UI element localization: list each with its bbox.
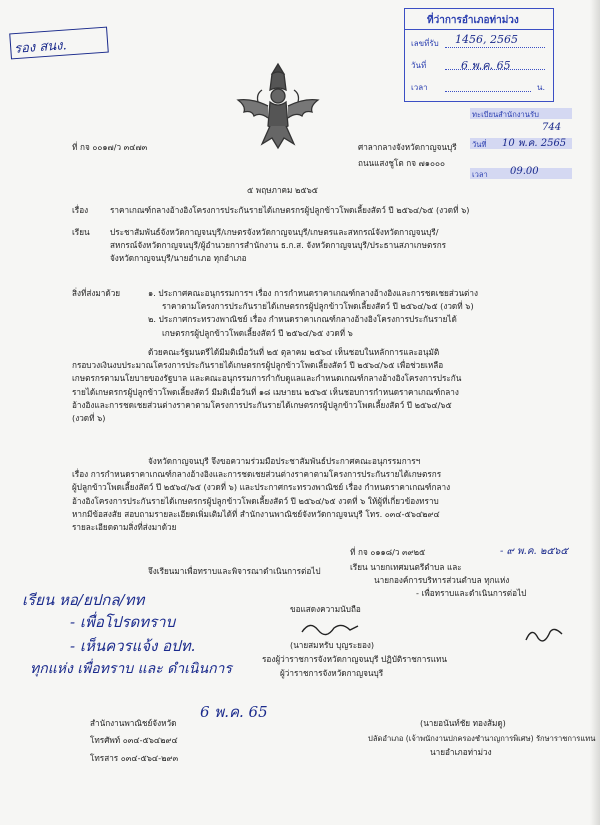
enclosure-line: ๑. ประกาศคณะอนุกรรมการฯ เรื่อง การกำหนดราคาเกณฑ์กลางอ้างอิงและการชดเชยส่วนต่าง [148,288,478,298]
receipt-number-line [445,47,545,48]
corner-handwritten-note: รอง สนง. [13,38,68,57]
sender-office: ศาลากลางจังหวัดกาญจนบุรี [358,142,457,152]
subject-label: เรื่อง [72,205,89,215]
recipient-label: เรียน [72,227,90,237]
footer-fax: โทรสาร ๐๓๔-๕๖๔-๒๙๓ [90,753,179,763]
corner-note-box [9,27,109,60]
closing-line: จึงเรียนมาเพื่อทราบและพิจารณาดำเนินการต่อไป [148,566,321,576]
body-line: กรอบวงเงินงบประมาณโครงการประกันรายได้เกษตรกรผู้ปลูกข้าวโพดเลี้ยงสัตว์ ปี ๒๕๖๔/๖๕ เพื่อช่วยเหลือ [72,360,444,371]
footer-office: สำนักงานพาณิชย์จังหวัด [90,718,177,728]
body-line: เกษตรกรตามนโยบายของรัฐบาล และคณะอนุกรรมการกำกับดูแลและกำหนดเกณฑ์กลางอ้างอิงโครงการประกัน [72,373,462,384]
body-line: ผู้ปลูกข้าวโพดเลี้ยงสัตว์ ปี ๒๕๖๔/๖๕ (งวดที่ ๖) และประกาศกระทรวงพาณิชย์ เรื่อง กำหนดราคาเกณฑ์กลาง [72,482,451,493]
garuda-emblem [232,60,324,152]
stamp-divider [405,29,553,30]
recipient-line: สหกรณ์จังหวัดกาญจนบุรี/ผู้อำนวยการสำนักงาน ธ.ก.ส. จังหวัดกาญจนบุรี/ประธานสภาเกษตรกร [110,240,447,251]
forward-note-line: - เพื่อทราบและดำเนินการต่อไป [416,588,527,599]
signer-name: (นายสมหรับ บุญระยอง) [290,640,375,650]
district-stamp-date: 10 พ.ค. 2565 [502,138,567,149]
recipient-block [110,226,446,266]
recipient-line: จังหวัดกาญจนบุรี/นายอำเภอ ทุกอำเภอ [110,253,247,264]
subject-text: ราคาเกณฑ์กลางอ้างอิงโครงการประกันรายได้เกษตรกรผู้ปลูกข้าวโพดเลี้ยงสัตว์ ปี ๒๕๖๔/๖๕ (งวดที่ ๖) [110,205,470,215]
receipt-time-line [445,91,531,92]
enclosure-line: เกษตรกรผู้ปลูกข้าวโพดเลี้ยงสัตว์ ปี ๒๕๖๔/๖๕ งวดที่ ๖ [162,327,353,338]
body-line: ด้วยคณะรัฐมนตรีได้มีมติเมื่อวันที่ ๒๕ ตุลาคม ๒๕๖๔ เห็นชอบในหลักการและอนุมัติ [148,347,440,357]
receipt-stamp [404,8,554,102]
district-signature-scribble [524,624,564,646]
document-date: ๕ พฤษภาคม ๒๕๖๕ [247,185,319,195]
body-paragraph-1 [72,346,461,425]
enclosures-block [148,287,478,340]
enclosures-label: สิ่งที่ส่งมาด้วย [72,288,121,298]
receipt-date-value: 6 พ.ค. 65 [461,59,511,72]
district-signer-name: (นายอนันท์ชัย ทองส้มดู) [420,718,506,728]
district-receipt-stamp [470,108,572,190]
body-line: เรื่อง การกำหนดราคาเกณฑ์กลางอ้างอิงและการชดเชยส่วนต่างราคาตามโครงการประกันรายได้เกษตรกร [72,469,442,480]
district-signer-title-1: ปลัดอำเภอ (เจ้าพนักงานปกครองชำนาญการพิเศษ) รักษาราชการแทน [368,734,596,743]
district-signer-title-2: นายอำเภอท่าม่วง [430,747,492,757]
body-line: รายละเอียดตามสิ่งที่ส่งมาด้วย [72,522,177,533]
district-stamp-line3: เวลา [472,170,488,179]
signer-title-1: รองผู้ว่าราชการจังหวัดกาญจนบุรี ปฏิบัติราชการแทน [262,654,448,664]
body-paragraph-2 [72,455,450,534]
receipt-number-label: เลขที่รับ [411,39,439,48]
handwritten-note-line4: ทุกแห่ง เพื่อทราบ และ ดำเนินการ [30,661,232,677]
body-line: รายได้เกษตรกรผู้ปลูกข้าวโพดเลี้ยงสัตว์ มีมติเมื่อวันที่ ๑๘ เมษายน ๒๕๖๕ เห็นชอบการกำหนดราคาเกณฑ์กลาง [72,386,459,397]
recipient-line: ประชาสัมพันธ์จังหวัดกาญจนบุรี/เกษตรจังหวัดกาญจนบุรี/เกษตรและสหกรณ์จังหวัดกาญจนบุรี/ [110,227,439,237]
forward-note-date: - ๙ พ.ค. ๒๕๖๕ [500,546,568,557]
body-line: หากมีข้อสงสัย สอบถามรายละเอียดเพิ่มเติมได้ที่ สำนักงานพาณิชย์จังหวัดกาญจนบุรี โทร. ๐๓๔-๕๖๔๒๙๔ [72,508,440,519]
forward-note-block [350,561,526,601]
district-stamp-line1: ทะเบียนสำนักงานรับ [472,110,539,119]
district-stamp-time: 09.00 [510,166,539,177]
forward-note-line: เรียน นายกเทศมนตรีตำบล และ [350,562,462,572]
signature-scribble [300,618,360,638]
handwritten-note-line2: - เพื่อโปรดทราบ [70,613,176,631]
signer-title-2: ผู้ว่าราชการจังหวัดกาญจนบุรี [280,668,384,678]
handwritten-note-line1: เรียน หอ/ยปกล/ทท [22,591,145,609]
handwritten-note-line3: - เห็นควรแจ้ง อปท. [70,637,196,655]
regards-text: ขอแสดงความนับถือ [290,604,361,614]
receipt-time-label: เวลา [411,83,428,92]
body-line: (งวดที่ ๖) [72,413,106,424]
page-edge-shadow [590,0,600,825]
reference-number: ที่ กจ ๐๐๑๗/ว ๓๔๗๓ [72,142,148,152]
receipt-time-suffix: น. [537,83,546,92]
body-line: อ้างอิงและการชดเชยส่วนต่างราคาตามโครงการประกันรายได้เกษตรกรผู้ปลูกข้าวโพดเลี้ยงสัตว์ ปี ๒๕๖๔/๖๕ [72,399,452,410]
footer-phone: โทรศัพท์ ๐๓๔-๕๖๔๒๙๔ [90,735,178,745]
forward-note-line: นายกองค์การบริหารส่วนตำบล ทุกแห่ง [374,575,510,586]
body-line: จังหวัดกาญจนบุรี จึงขอความร่วมมือประชาสัมพันธ์ประกาศคณะอนุกรรมการฯ [148,456,421,466]
receipt-number-value: 1456, 2565 [455,33,518,46]
district-stamp-number: 744 [542,122,562,133]
sender-address: ถนนแสงชูโต กจ ๗๑๐๐๐ [358,158,446,168]
enclosure-line: ๒. ประกาศกระทรวงพาณิชย์ เรื่อง กำหนดราคาเกณฑ์กลางอ้างอิงโครงการประกันรายได้ [148,314,457,325]
handwritten-initials: 6 พ.ค. 65 [200,703,268,721]
receipt-stamp-title: ที่ว่าการอำเภอท่าม่วง [427,15,519,26]
district-stamp-line2: วันที่ [472,140,487,149]
forward-note-ref: ที่ กจ ๐๑๑๘/ว ๓๙๒๕ [350,547,426,557]
receipt-date-label: วันที่ [411,61,427,70]
enclosure-line: ราคาตามโครงการประกันรายได้เกษตรกรผู้ปลูกข้าวโพดเลี้ยงสัตว์ ปี ๒๕๖๔/๖๕ (งวดที่ ๖) [162,301,474,312]
body-line: อ้างอิงโครงการประกันรายได้เกษตรกรผู้ปลูกข้าวโพดเลี้ยงสัตว์ ปี ๒๕๖๔/๖๕ งวดที่ ๖ ให้ผู้ที่เกี่ยวข้องทราบ [72,495,439,506]
